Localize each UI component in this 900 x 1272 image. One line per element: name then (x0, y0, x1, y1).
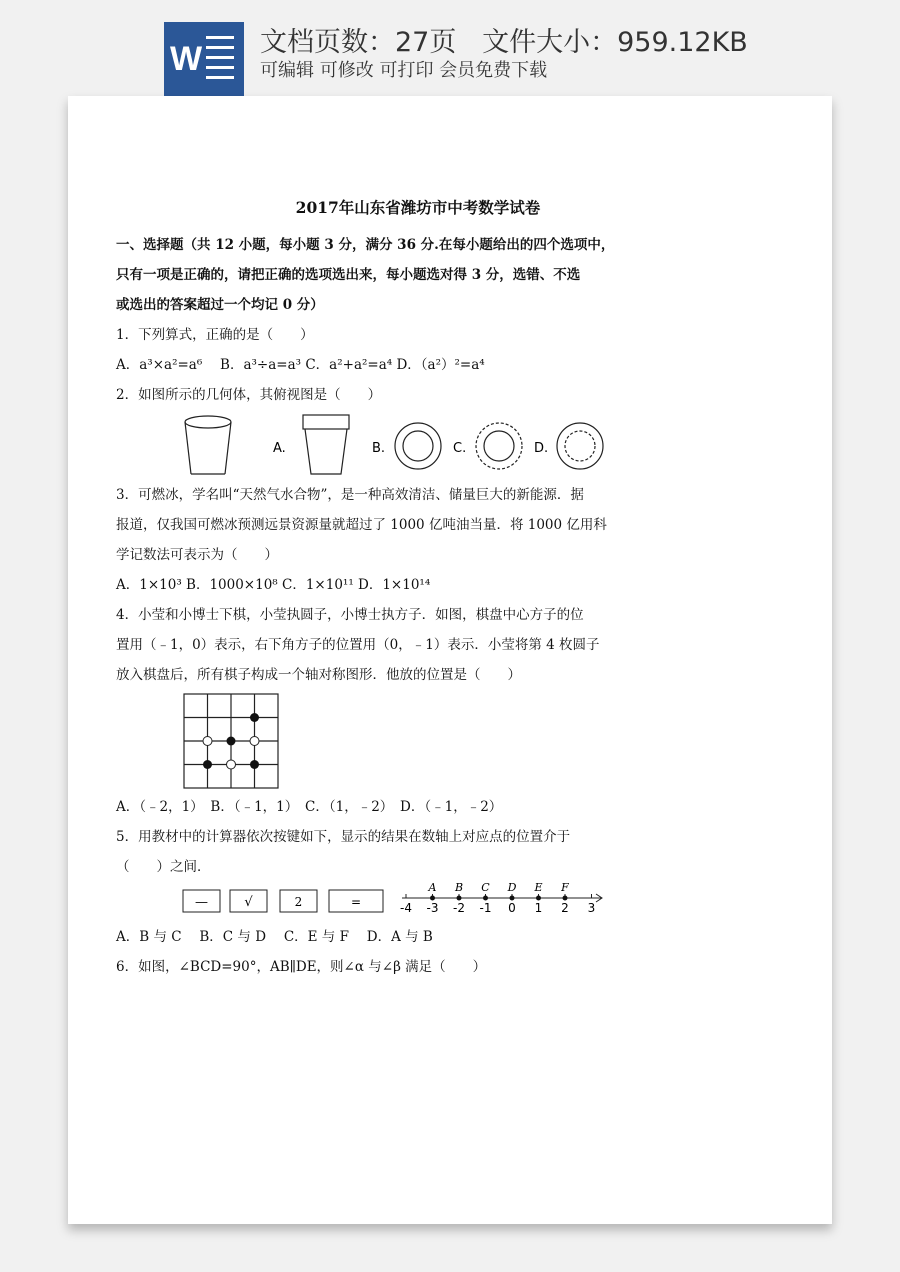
square-piece-icon (250, 760, 259, 769)
question-5-line: （ ）之间． (116, 859, 211, 875)
square-piece-icon (250, 713, 259, 722)
question-4-line: 4．小莹和小博士下棋，小莹执圆子，小博士执方子．如图，棋盘中心方子的位 (116, 607, 584, 623)
number-line (400, 882, 602, 915)
option-d-label: D. (534, 441, 549, 456)
calc-key-sqrt-label: √ (244, 895, 253, 910)
question-5-figure (116, 882, 720, 922)
axis-tick-label: 0 (508, 901, 516, 915)
square-piece-icon (227, 737, 236, 746)
axis-tick-label: -4 (400, 901, 412, 915)
question-4-figure (116, 690, 720, 792)
section-instruction-line: 或选出的答案超过一个均记 0 分） (116, 297, 324, 313)
calc-key-equals-label: = (350, 895, 362, 909)
calc-key-minus-label: — (195, 895, 208, 910)
question-3-line: 学记数法可表示为（ ） (116, 547, 278, 563)
question-3-line: 3．可燃冰，学名叫“天然气水合物”，是一种高效清洁、储量巨大的新能源．据 (116, 487, 584, 503)
doc-features: 可编辑 可修改 可打印 会员免费下载 (260, 60, 548, 81)
axis-point (430, 896, 435, 901)
axis-point-label: F (561, 882, 569, 894)
question-4-options: A．（﹣2，1） B．（﹣1，1） C．（1，﹣2） D．（﹣1，﹣2） (116, 799, 503, 815)
option-c-label: C. (453, 441, 467, 456)
option-a-trapezoid-icon (303, 415, 349, 474)
calculator-axis-figure (116, 882, 720, 922)
option-a-label: A. (273, 441, 286, 456)
axis-point (457, 896, 462, 901)
exam-content (116, 196, 720, 982)
axis-tick-label: 2 (561, 901, 569, 915)
option-b-label: B. (372, 441, 386, 456)
square-piece-icon (203, 760, 212, 769)
calc-key-2-label: 2 (294, 895, 303, 909)
word-icon-lines (206, 36, 234, 84)
axis-tick-label: -3 (426, 901, 439, 915)
axis-point-label: C (481, 882, 490, 894)
axis-tick-label: -1 (479, 901, 492, 915)
word-icon-letter: W (170, 40, 203, 78)
axis-tick-label: 1 (534, 901, 543, 915)
axis-point-label: E (534, 882, 543, 894)
question-1-options: A．a³×a²=a⁶ B．a³÷a=a³ C．a²+a²=a⁴ D．（a²）²=a⁴ (116, 357, 485, 373)
axis-point-label: B (454, 882, 464, 894)
round-piece-icon (227, 760, 236, 769)
question-4-line: 放入棋盘后，所有棋子构成一个轴对称图形．他放的位置是（ ） (116, 667, 521, 683)
question-5-options: A．B 与 C B．C 与 D C．E 与 F D．A 与 B (116, 929, 433, 945)
axis-point-label: A (428, 882, 437, 894)
question-2: 2．如图所示的几何体，其俯视图是（ ） (116, 387, 382, 403)
cup-solid-icon (185, 416, 231, 474)
option-b-circles-icon (395, 423, 441, 469)
section-instruction-line: 一、选择题（共 12 小题，每小题 3 分，满分 36 分.在每小题给出的四个选项中， (116, 237, 615, 253)
axis-point (510, 896, 515, 901)
question-3-options: A．1×10³ B．1000×10⁸ C．1×10¹¹ D．1×10¹⁴ (116, 577, 431, 593)
question-6: 6．如图，∠BCD=90°，AB∥DE，则∠α 与∠β 满足（ ） (116, 959, 487, 975)
axis-point (563, 896, 568, 901)
axis-tick-label: -2 (453, 901, 465, 915)
question-5-line: 5．用教材中的计算器依次按键如下，显示的结果在数轴上对应点的位置介于 (116, 829, 571, 845)
axis-tick-label: 3 (587, 901, 596, 915)
axis-point (536, 896, 541, 901)
question-2-figure (116, 410, 720, 480)
axis-point-label: D (507, 882, 517, 894)
doc-stats: 文档页数：27页 文件大小：959.12KB (260, 27, 748, 58)
chessboard-figure (116, 690, 316, 790)
geometry-figure (116, 410, 720, 480)
option-c-circles-icon (476, 423, 522, 469)
exam-title: 2017年山东省潍坊市中考数学试卷 (295, 198, 541, 217)
round-piece-icon (203, 737, 212, 746)
section-instruction-line: 只有一项是正确的，请把正确的选项选出来，每小题选对得 3 分，选错、不选 (116, 267, 581, 283)
doc-info-header (0, 0, 900, 100)
axis-point (483, 896, 488, 901)
option-d-circles-icon (557, 423, 603, 469)
question-4-line: 置用（﹣1，0）表示，右下角方子的位置用（0，﹣1）表示．小莹将第 4 枚圆子 (116, 637, 600, 653)
question-1: 1．下列算式，正确的是（ ） (116, 327, 314, 343)
question-3-line: 报道，仅我国可燃冰预测远景资源量就超过了 1000 亿吨油当量．将 1000 亿用科 (116, 517, 607, 533)
round-piece-icon (250, 737, 259, 746)
word-document-icon (164, 22, 244, 96)
